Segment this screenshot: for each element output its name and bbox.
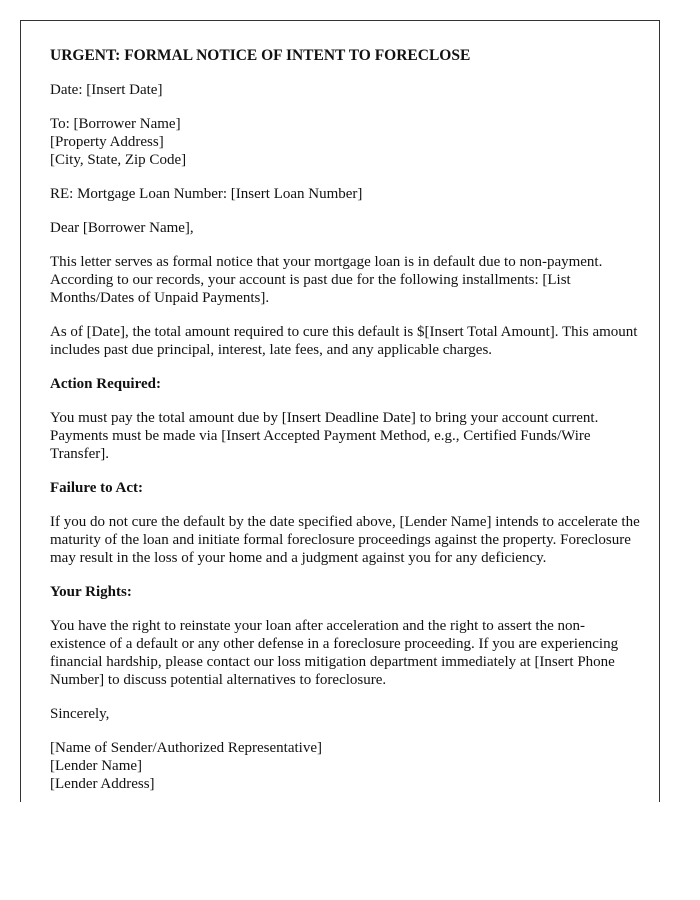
section-body-failure-to-act: If you do not cure the default by the date specified above, [Lender Name] intends to accelerate the maturity of the loan and initiate formal foreclosure proceedings against the property. Foreclosure may result in the loss of your home and a judgment against you for any deficiency. [50, 514, 640, 566]
recipient-line: [City, State, Zip Code] [50, 152, 187, 168]
amount-paragraph: As of [Date], the total amount required to cure this default is $[Insert Total Amount]. This amount includes past due principal, interest, late fees, and any applicable charges. [50, 324, 638, 358]
recipient-address [50, 115, 640, 169]
intro-paragraph: This letter serves as formal notice that your mortgage loan is in default due to non-payment. According to our records, your account is past due for the following installments: [List Months/Dates of Unpaid Payments]. [50, 254, 603, 306]
section-body-your-rights: You have the right to reinstate your loan after acceleration and the right to assert the non-existence of a default or any other defense in a foreclosure proceeding. If you are experiencing financial hardship, please contact our loss mitigation department immediately at [Insert Phone Number] to discuss potential alternatives to foreclosure. [50, 618, 619, 688]
letter-content [50, 47, 640, 802]
recipient-line: [Property Address] [50, 134, 164, 150]
signature-line: [Lender Address] [50, 776, 155, 792]
section-heading-failure-to-act: Failure to Act: [50, 480, 144, 496]
recipient-line: To: [Borrower Name] [50, 116, 181, 132]
section-heading-your-rights: Your Rights: [50, 584, 132, 600]
salutation: Dear [Borrower Name], [50, 220, 194, 236]
section-heading-action-required: Action Required: [50, 376, 161, 392]
letter-page [20, 20, 660, 802]
signature-line: [Lender Name] [50, 758, 143, 774]
letter-title: URGENT: FORMAL NOTICE OF INTENT TO FORECLOSE [50, 47, 471, 64]
signature-block [50, 739, 640, 793]
date-line: Date: [Insert Date] [50, 82, 163, 98]
closing: Sincerely, [50, 706, 110, 722]
signature-line: [Name of Sender/Authorized Representative] [50, 740, 322, 756]
section-body-action-required: You must pay the total amount due by [Insert Deadline Date] to bring your account current. Payments must be made via [Insert Accepted Payment Method, e.g., Certified Funds/Wire Transfer]. [50, 410, 599, 462]
re-line: RE: Mortgage Loan Number: [Insert Loan Number] [50, 186, 363, 202]
